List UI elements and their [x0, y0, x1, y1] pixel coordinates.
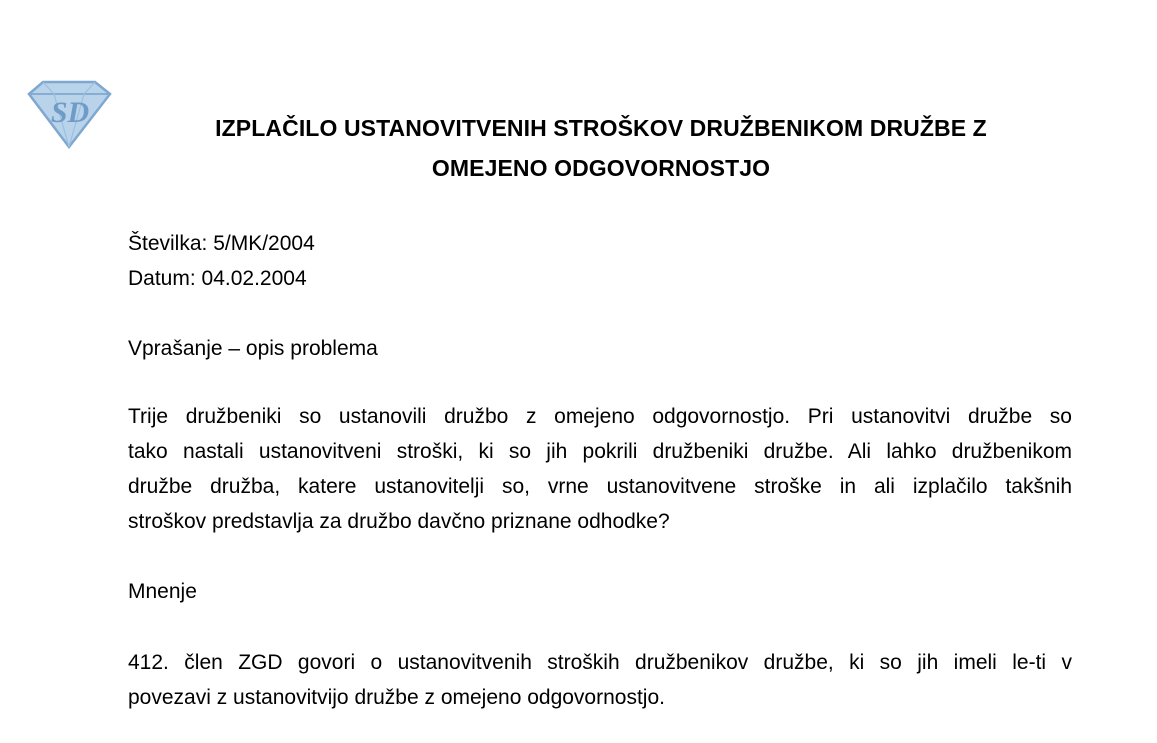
- question-line: Trije družbeniki so ustanovili družbo z omejeno odgovornostjo. Pri ustanovitvi družbe so: [128, 405, 1072, 428]
- logo-text: SD: [50, 96, 90, 129]
- opinion-heading: Mnenje: [128, 580, 197, 603]
- title-line-1: IZPLAČILO USTANOVITVENIH STROŠKOV DRUŽBENIKOM DRUŽBE Z: [215, 115, 987, 141]
- document-title: [130, 108, 1072, 188]
- document-date: Datum: 04.02.2004: [128, 267, 307, 290]
- opinion-line: povezavi z ustanovitvijo družbe z omejeno odgovornostjo.: [128, 686, 665, 709]
- question-line: družbe družba, katere ustanovitelji so, vrne ustanovitvene stroške in ali izplačilo takšnih: [128, 475, 1072, 498]
- diamond-sd-logo-icon: [26, 78, 112, 150]
- title-line-2: OMEJENO ODGOVORNOSTJO: [431, 155, 771, 181]
- question-paragraph: [128, 399, 1072, 539]
- opinion-line: 412. člen ZGD govori o ustanovitvenih stroških družbenikov družbe, ki so jih imeli le-ti v: [128, 651, 1072, 674]
- question-line: tako nastali ustanovitveni stroški, ki so jih pokrili družbeniki družbe. Ali lahko družbenikom: [128, 440, 1072, 463]
- document-meta: [128, 226, 315, 296]
- document-number: Številka: 5/MK/2004: [128, 232, 315, 255]
- question-heading: Vprašanje – opis problema: [128, 337, 378, 360]
- question-line: stroškov predstavlja za družbo davčno priznane odhodke?: [128, 510, 670, 533]
- opinion-paragraph: [128, 645, 1072, 715]
